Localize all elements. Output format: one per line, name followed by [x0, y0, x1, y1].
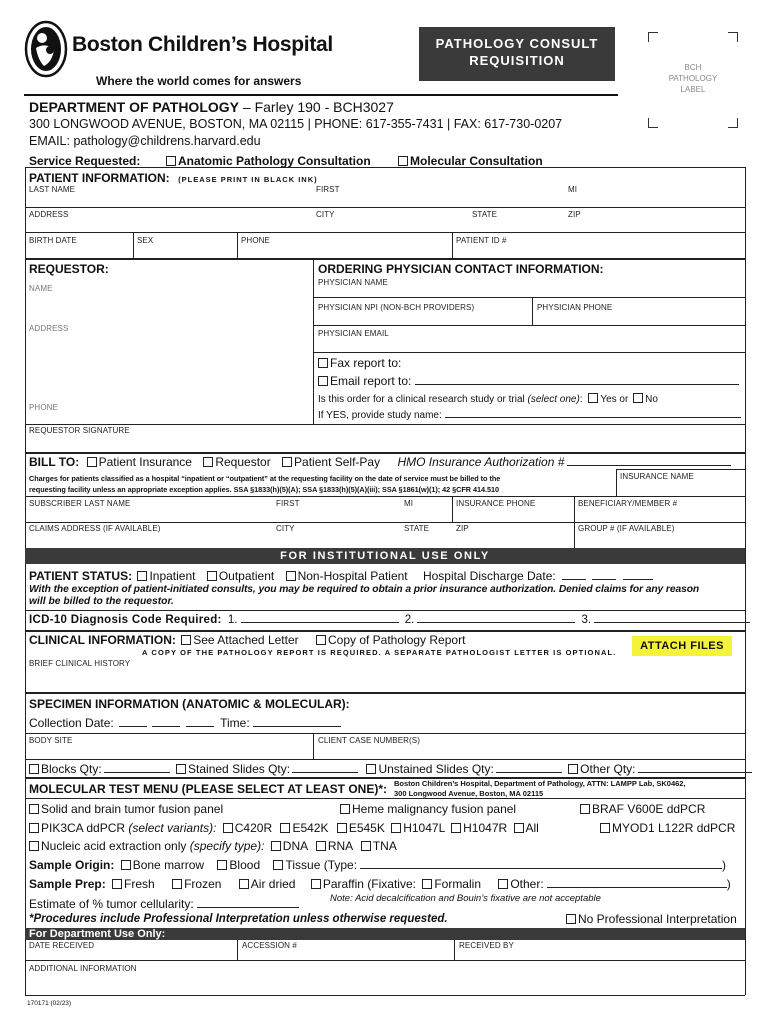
other-fixative-input[interactable]	[547, 887, 727, 888]
nucleic-acid-checkbox[interactable]	[29, 841, 39, 851]
fresh-label: Fresh	[124, 877, 155, 891]
patient-info-note: (PLEASE PRINT IN BLACK INK)	[178, 175, 318, 184]
requestor-bill-label: Requestor	[215, 455, 271, 469]
institutional-banner-text: FOR INSTITUTIONAL USE ONLY	[280, 550, 490, 562]
collection-date-label: Collection Date:	[29, 716, 114, 730]
department-use-banner	[25, 928, 745, 940]
clinical-study-select-note: (select one)	[527, 394, 580, 405]
formalin-label: Formalin	[434, 877, 481, 891]
patient-birth-date-field[interactable]: BIRTH DATE	[29, 236, 77, 245]
collection-year-input[interactable]	[186, 726, 214, 727]
tissue-type-input[interactable]	[360, 868, 722, 869]
patient-sex-field[interactable]: SEX	[137, 236, 154, 245]
paraffin-label: Paraffin (Fixative:	[322, 877, 416, 891]
form-code: 170171 (02/23)	[27, 1000, 72, 1007]
fresh-checkbox[interactable]	[112, 879, 122, 889]
requestor-title: REQUESTOR:	[29, 262, 109, 276]
hmo-auth-input[interactable]	[567, 465, 731, 466]
collection-time-label: Time:	[220, 716, 250, 730]
collection-date-row	[29, 716, 341, 730]
received-by-field[interactable]: RECEIVED BY	[459, 941, 514, 950]
frozen-label: Frozen	[184, 877, 222, 891]
body-site-field[interactable]: BODY SITE	[29, 736, 73, 745]
patient-insurance-checkbox[interactable]	[87, 457, 97, 467]
form-title-box	[419, 27, 615, 81]
claims-address-field[interactable]: CLAIMS ADDRESS (IF AVAILABLE)	[29, 524, 161, 533]
tna-checkbox[interactable]	[361, 841, 371, 851]
tagline: Where the world comes for answers	[96, 74, 302, 88]
variant-all-checkbox[interactable]	[514, 823, 524, 833]
molecular-menu-title: MOLECULAR TEST MENU (PLEASE SELECT AT LEAST ONE)*:	[29, 782, 388, 796]
other-fixative-label: Other:	[510, 877, 544, 891]
variant-e542k-checkbox[interactable]	[280, 823, 290, 833]
dna-label: DNA	[282, 839, 308, 853]
tumor-cellularity-input[interactable]	[197, 907, 299, 908]
molecular-consult-checkbox[interactable]	[398, 156, 408, 166]
study-name-input[interactable]	[445, 417, 741, 418]
braf-option[interactable]	[580, 802, 705, 816]
outpatient-checkbox[interactable]	[207, 571, 217, 581]
collection-time-input[interactable]	[253, 726, 341, 727]
blocks-qty-label: Blocks Qty:	[41, 762, 102, 776]
label-box	[648, 32, 738, 128]
patient-state-field[interactable]: STATE	[472, 210, 498, 219]
other-qty-input[interactable]	[638, 772, 752, 773]
myod1-label: MYOD1 L122R ddPCR	[612, 821, 736, 835]
client-case-number-field[interactable]: CLIENT CASE NUMBER(S)	[318, 736, 420, 745]
heme-checkbox[interactable]	[340, 804, 350, 814]
myod1-option[interactable]	[600, 821, 735, 835]
bill-to-title: BILL TO:	[29, 455, 80, 469]
icd-code-1-label: 1.	[227, 614, 238, 626]
solid-brain-checkbox[interactable]	[29, 804, 39, 814]
patient-zip-field[interactable]: ZIP	[568, 210, 581, 219]
copy-report-checkbox[interactable]	[316, 635, 326, 645]
unstained-qty-input[interactable]	[496, 772, 562, 773]
department-address: 300 LONGWOOD AVENUE, BOSTON, MA 02115 | PHONE: 617-355-7431 | FAX: 617-730-0207	[29, 117, 563, 131]
quantity-row	[29, 762, 752, 776]
claims-state-field[interactable]: STATE	[404, 524, 430, 533]
department-use-title: For Department Use Only:	[29, 928, 166, 940]
variant-h1047l-checkbox[interactable]	[391, 823, 401, 833]
email-report-option[interactable]	[318, 374, 739, 388]
variant-c420r-checkbox[interactable]	[223, 823, 233, 833]
formalin-checkbox[interactable]	[422, 879, 432, 889]
hospital-name: Boston Children’s Hospital	[72, 33, 333, 56]
sample-prep-row	[29, 877, 731, 891]
self-pay-checkbox[interactable]	[282, 457, 292, 467]
clinical-study-no-label: No	[645, 394, 658, 405]
air-dried-label: Air dried	[250, 877, 296, 891]
molecular-address-line1: Boston Children’s Hospital, Department of Pathology, ATTN: LAMPP Lab, SK0462,	[394, 779, 686, 788]
discharge-day-input[interactable]	[592, 579, 616, 580]
other-qty-checkbox[interactable]	[568, 764, 578, 774]
sample-origin-row	[29, 858, 726, 872]
department-email: EMAIL: pathology@childrens.harvard.edu	[29, 134, 261, 148]
patient-insurance-label: Patient Insurance	[98, 455, 192, 469]
study-name-row	[318, 410, 741, 421]
patient-phone-field[interactable]: PHONE	[241, 236, 270, 245]
braf-label: BRAF V600E ddPCR	[592, 802, 706, 816]
molecular-address-line2: 300 Longwood Avenue, Boston, MA 02115	[394, 789, 544, 798]
no-prof-interp-checkbox[interactable]	[566, 914, 576, 924]
beneficiary-field[interactable]: BENEFICIARY/MEMBER #	[578, 499, 678, 508]
study-name-label: If YES, provide study name:	[318, 410, 442, 421]
blood-label: Blood	[229, 858, 261, 872]
physician-npi-field[interactable]: PHYSICIAN NPI (NON-BCH PROVIDERS)	[318, 303, 475, 312]
form-title-line1: PATHOLOGY CONSULT	[435, 36, 599, 51]
physician-name-field[interactable]: PHYSICIAN NAME	[318, 278, 388, 287]
anatomic-consult-label: Anatomic Pathology Consultation	[178, 154, 371, 168]
other-qty-label: Other Qty:	[580, 762, 636, 776]
hmo-auth-label: HMO Insurance Authorization #	[397, 455, 565, 469]
pik3ca-row	[29, 821, 539, 835]
tna-label: TNA	[372, 839, 397, 853]
patient-mi-field[interactable]: MI	[568, 185, 578, 194]
variant-h1047r-checkbox[interactable]	[451, 823, 461, 833]
tissue-close-paren: )	[722, 858, 727, 872]
physician-email-field[interactable]: PHYSICIAN EMAIL	[318, 329, 389, 338]
non-hospital-label: Non-Hospital Patient	[297, 569, 408, 583]
icd-code-3-input[interactable]	[594, 622, 750, 623]
stained-slides-checkbox[interactable]	[176, 764, 186, 774]
charges-note-line2: requesting facility unless an appropriate exception applies. SSA §1833(h)(5)(A); SSA §1833(h)(5)(A)(iii); SSA §1861(w)(1); 42 §CFR 414.510	[29, 485, 499, 494]
collection-day-input[interactable]	[152, 726, 180, 727]
discharge-year-input[interactable]	[623, 579, 653, 580]
copy-report-note: A COPY OF THE PATHOLOGY REPORT IS REQUIRED. A SEPARATE PATHOLOGIST LETTER IS OPTIONAL.	[142, 648, 617, 657]
anatomic-consult-checkbox[interactable]	[166, 156, 176, 166]
tissue-checkbox[interactable]	[273, 860, 283, 870]
hospital-logo-icon	[24, 20, 68, 78]
label-box-line: LABEL	[680, 85, 706, 94]
insurance-name-field[interactable]: INSURANCE NAME	[620, 472, 694, 481]
discharge-date-label: Hospital Discharge Date:	[422, 569, 556, 583]
physician-title: ORDERING PHYSICIAN CONTACT INFORMATION:	[318, 262, 604, 276]
blood-checkbox[interactable]	[217, 860, 227, 870]
inpatient-checkbox[interactable]	[137, 571, 147, 581]
clinical-study-colon: :	[579, 394, 583, 405]
fax-report-label: Fax report to:	[330, 356, 402, 370]
department-location: – Farley 190 - BCH3027	[239, 99, 394, 115]
patient-id-field[interactable]: PATIENT ID #	[456, 236, 507, 245]
label-box-line: PATHOLOGY	[668, 74, 718, 83]
variant-e545k-checkbox[interactable]	[337, 823, 347, 833]
requestor-address-field[interactable]: ADDRESS	[29, 324, 69, 333]
nucleic-acid-row	[29, 839, 397, 853]
insurance-phone-field[interactable]: INSURANCE PHONE	[456, 499, 536, 508]
clinical-study-yes-checkbox[interactable]	[588, 393, 598, 403]
date-received-field[interactable]: DATE RECEIVED	[29, 941, 95, 950]
claims-zip-field[interactable]: ZIP	[456, 524, 469, 533]
bill-to-row	[29, 455, 731, 469]
pik3ca-checkbox[interactable]	[29, 823, 39, 833]
clinical-study-no-checkbox[interactable]	[633, 393, 643, 403]
myod1-checkbox[interactable]	[600, 823, 610, 833]
fax-report-checkbox[interactable]	[318, 358, 328, 368]
molecular-consult-label: Molecular Consultation	[410, 154, 543, 168]
fax-report-option[interactable]	[318, 356, 401, 370]
patient-last-name-field[interactable]: LAST NAME	[29, 185, 76, 194]
variant-c420r-label: C420R	[234, 821, 273, 835]
patient-city-field[interactable]: CITY	[316, 210, 335, 219]
frozen-checkbox[interactable]	[172, 879, 182, 889]
paraffin-checkbox[interactable]	[311, 879, 321, 889]
specimen-info-title: SPECIMEN INFORMATION (ANATOMIC & MOLECULAR):	[29, 697, 350, 711]
tumor-cellularity-label: Estimate of % tumor cellularity:	[29, 897, 194, 911]
icd-code-2-input[interactable]	[417, 622, 575, 623]
patient-address-field[interactable]: ADDRESS	[29, 210, 69, 219]
service-requested-label: Service Requested:	[29, 154, 141, 168]
variant-h1047r-label: H1047R	[463, 821, 508, 835]
bone-marrow-checkbox[interactable]	[121, 860, 131, 870]
rna-checkbox[interactable]	[316, 841, 326, 851]
form-title-line2: REQUISITION	[469, 53, 565, 68]
department-name: DEPARTMENT OF PATHOLOGY	[29, 99, 239, 115]
charges-note-line1: Charges for patients classified as a hospital “inpatient or “outpatient” at the requesting facility on the date of service must be billed to the	[29, 474, 501, 483]
brief-clinical-history-field[interactable]: BRIEF CLINICAL HISTORY	[29, 659, 131, 668]
email-report-input[interactable]	[415, 384, 739, 385]
clinical-study-yes-label: Yes or	[600, 394, 629, 405]
nucleic-acid-specify: (specify type):	[189, 839, 265, 853]
patient-status-row	[29, 569, 653, 583]
clinical-info-row	[29, 633, 465, 647]
requestor-bill-checkbox[interactable]	[203, 457, 213, 467]
blocks-qty-input[interactable]	[104, 772, 170, 773]
collection-month-input[interactable]	[119, 726, 147, 727]
solid-brain-label: Solid and brain tumor fusion panel	[41, 802, 224, 816]
air-dried-checkbox[interactable]	[239, 879, 249, 889]
variant-e545k-label: E545K	[348, 821, 385, 835]
sample-origin-label: Sample Origin:	[29, 858, 115, 872]
copy-report-label: Copy of Pathology Report	[327, 633, 466, 647]
nucleic-acid-label: Nucleic acid extraction only	[41, 839, 190, 853]
solid-brain-option[interactable]	[29, 802, 223, 816]
attach-files-label: ATTACH FILES	[640, 640, 724, 652]
label-box-line: BCH	[684, 63, 702, 72]
see-letter-label: See Attached Letter	[193, 633, 299, 647]
subscriber-first-field[interactable]: FIRST	[276, 499, 300, 508]
heme-option[interactable]	[340, 802, 516, 816]
clinical-info-title: CLINICAL INFORMATION:	[29, 633, 176, 647]
see-letter-checkbox[interactable]	[181, 635, 191, 645]
variant-all-label: All	[525, 821, 539, 835]
bone-marrow-label: Bone marrow	[132, 858, 205, 872]
patient-status-label: PATIENT STATUS:	[29, 569, 133, 583]
dna-checkbox[interactable]	[271, 841, 281, 851]
self-pay-label: Patient Self-Pay	[294, 455, 381, 469]
rna-label: RNA	[327, 839, 353, 853]
email-report-checkbox[interactable]	[318, 376, 328, 386]
no-prof-interp-option[interactable]	[566, 912, 737, 926]
sample-prep-label: Sample Prep:	[29, 877, 106, 891]
icd-label: ICD-10 Diagnosis Code Required:	[29, 614, 222, 626]
physician-phone-field[interactable]: PHYSICIAN PHONE	[537, 303, 613, 312]
anatomic-consult-option[interactable]	[166, 154, 371, 168]
non-hospital-checkbox[interactable]	[286, 571, 296, 581]
patient-first-name-field[interactable]: FIRST	[316, 185, 340, 194]
authorization-warning-line2: will be billed to the requestor.	[29, 596, 174, 607]
unstained-slides-checkbox[interactable]	[366, 764, 376, 774]
procedures-note: *Procedures include Professional Interpretation unless otherwise requested.	[29, 913, 448, 925]
inpatient-label: Inpatient	[149, 569, 196, 583]
outpatient-label: Outpatient	[218, 569, 275, 583]
variant-h1047l-label: H1047L	[403, 821, 445, 835]
additional-information-field[interactable]: ADDITIONAL INFORMATION	[29, 964, 137, 973]
email-report-label: Email report to:	[330, 374, 412, 388]
stained-qty-label: Stained Slides Qty:	[188, 762, 291, 776]
tumor-cellularity-row	[29, 897, 299, 911]
discharge-month-input[interactable]	[562, 579, 586, 580]
icd-code-1-input[interactable]	[241, 622, 399, 623]
attach-files-button[interactable]	[632, 636, 732, 656]
authorization-warning-line1: With the exception of patient-initiated consults, you may be required to obtain a prior insurance authorization. Denied claims for any reason	[29, 584, 700, 595]
heme-label: Heme malignancy fusion panel	[352, 802, 517, 816]
clinical-study-question	[318, 393, 658, 405]
tissue-label: Tissue (Type:	[285, 858, 358, 872]
pik3ca-select-variants: (select variants):	[128, 821, 217, 835]
stained-qty-input[interactable]	[292, 772, 358, 773]
braf-checkbox[interactable]	[580, 804, 590, 814]
other-fixative-checkbox[interactable]	[498, 879, 508, 889]
variant-e542k-label: E542K	[292, 821, 329, 835]
institutional-banner	[25, 548, 745, 564]
accession-number-field[interactable]: ACCESSION #	[242, 941, 297, 950]
requestor-signature-field[interactable]: REQUESTOR SIGNATURE	[29, 426, 130, 435]
requestor-phone-field[interactable]: PHONE	[29, 403, 58, 412]
blocks-checkbox[interactable]	[29, 764, 39, 774]
requestor-name-field[interactable]: NAME	[29, 284, 53, 293]
icd-code-2-label: 2.	[404, 614, 415, 626]
patient-info-heading: PATIENT INFORMATION:	[29, 171, 170, 185]
pik3ca-label: PIK3CA ddPCR	[41, 821, 129, 835]
icd-row	[29, 614, 750, 626]
decalcification-note: Note: Acid decalcification and Bouin’s fixative are not acceptable	[330, 893, 601, 904]
clinical-study-text: Is this order for a clinical research study or trial	[318, 394, 528, 405]
fixative-close-paren: )	[726, 877, 731, 891]
molecular-consult-option[interactable]	[398, 154, 543, 168]
subscriber-mi-field[interactable]: MI	[404, 499, 414, 508]
no-prof-interp-label: No Professional Interpretation	[578, 912, 737, 926]
icd-code-3-label: 3.	[581, 614, 592, 626]
claims-city-field[interactable]: CITY	[276, 524, 295, 533]
subscriber-last-name-field[interactable]: SUBSCRIBER LAST NAME	[29, 499, 131, 508]
group-number-field[interactable]: GROUP # (IF AVAILABLE)	[578, 524, 675, 533]
unstained-qty-label: Unstained Slides Qty:	[378, 762, 494, 776]
department-heading	[29, 99, 394, 115]
